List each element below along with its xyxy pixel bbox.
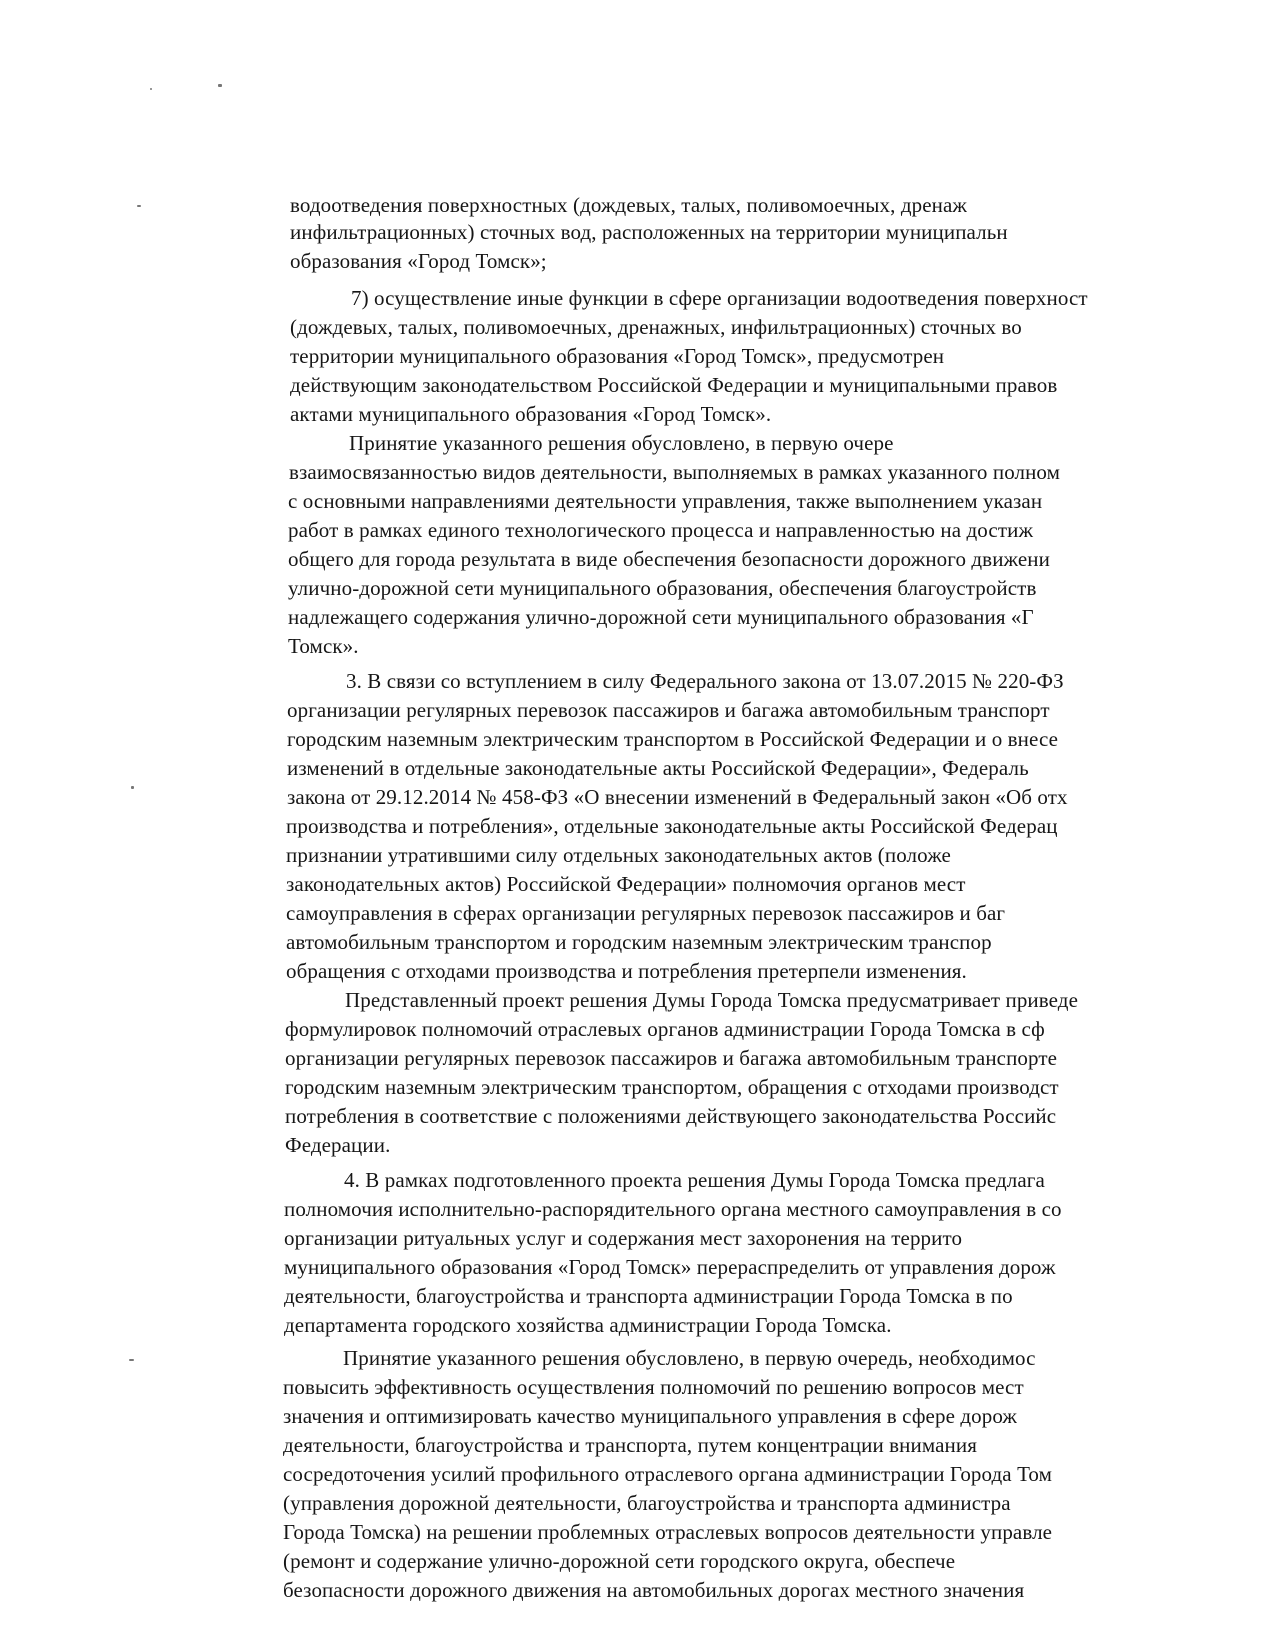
text-line: общего для города результата в виде обеспечения безопасности дорожного движени bbox=[288, 547, 1050, 571]
text-line: деятельности, благоустройства и транспорта, путем концентрации внимания bbox=[283, 1433, 977, 1457]
text-line: повысить эффективность осуществления полномочий по решению вопросов мест bbox=[283, 1375, 1024, 1399]
text-line: (дождевых, талых, поливомоечных, дренажных, инфильтрационных) сточных во bbox=[290, 315, 1022, 339]
text-line: автомобильным транспортом и городским наземным электрическим транспор bbox=[286, 930, 992, 954]
text-line: территории муниципального образования «Город Томск», предусмотрен bbox=[290, 344, 945, 368]
text-line: организации ритуальных услуг и содержания мест захоронения на террито bbox=[284, 1226, 963, 1250]
text-line: Города Томска) на решении проблемных отраслевых вопросов деятельности управле bbox=[283, 1520, 1053, 1544]
text-line: производства и потребления», отдельные законодательные акты Российской Федерац bbox=[286, 814, 1058, 838]
text-line: актами муниципального образования «Город Томск». bbox=[290, 402, 772, 426]
text-line: Представленный проект решения Думы Города Томска предусматривает приведе bbox=[345, 988, 1079, 1012]
text-line: Принятие указанного решения обусловлено, в первую очередь, необходимос bbox=[343, 1346, 1036, 1370]
text-line: инфильтрационных) сточных вод, расположенных на территории муниципальн bbox=[290, 220, 1008, 244]
text-line: 4. В рамках подготовленного проекта решения Думы Города Томска предлага bbox=[344, 1168, 1045, 1192]
text-line: работ в рамках единого технологического процесса и направленностью на достиж bbox=[288, 518, 1034, 542]
text-line: потребления в соответствие с положениями действующего законодательства Российс bbox=[285, 1104, 1057, 1128]
text-line: надлежащего содержания улично-дорожной сети муниципального образования «Г bbox=[288, 605, 1034, 629]
text-line: водоотведения поверхностных (дождевых, талых, поливомоечных, дренаж bbox=[290, 193, 967, 217]
text-line: признании утратившими силу отдельных законодательных актов (положе bbox=[286, 843, 951, 867]
text-line: обращения с отходами производства и потребления претерпели изменения. bbox=[286, 959, 967, 983]
scan-speck bbox=[129, 1359, 134, 1361]
scan-speck bbox=[218, 84, 222, 87]
text-line: департамента городского хозяйства администрации Города Томска. bbox=[284, 1313, 892, 1337]
text-line: сосредоточения усилий профильного отраслевого органа администрации Города Том bbox=[283, 1462, 1053, 1486]
text-line: законодательных актов) Российской Федерации» полномочия органов мест bbox=[286, 872, 966, 896]
text-line: 3. В связи со вступлением в силу Федерального закона от 13.07.2015 № 220-ФЗ bbox=[346, 669, 1064, 693]
text-line: улично-дорожной сети муниципального образования, обеспечения благоустройств bbox=[288, 576, 1037, 600]
scan-speck bbox=[150, 88, 152, 90]
text-line: формулировок полномочий отраслевых органов администрации Города Томска в сф bbox=[285, 1017, 1045, 1041]
text-line: закона от 29.12.2014 № 458-ФЗ «О внесении изменений в Федеральный закон «Об отх bbox=[287, 785, 1068, 809]
text-line: изменений в отдельные законодательные акты Российской Федерации», Федераль bbox=[287, 756, 1029, 780]
scan-speck bbox=[131, 786, 134, 789]
text-line: городским наземным электрическим транспортом в Российской Федерации и о внесе bbox=[287, 727, 1059, 751]
text-line: самоуправления в сферах организации регулярных перевозок пассажиров и баг bbox=[286, 901, 1006, 925]
text-line: организации регулярных перевозок пассажиров и багажа автомобильным транспорт bbox=[287, 698, 1050, 722]
text-line: 7) осуществление иные функции в сфере организации водоотведения поверхност bbox=[351, 286, 1088, 310]
text-line: безопасности дорожного движения на автомобильных дорогах местного значения bbox=[283, 1578, 1025, 1602]
text-line: Принятие указанного решения обусловлено, в первую очере bbox=[349, 431, 894, 455]
text-line: муниципального образования «Город Томск» перераспределить от управления дорож bbox=[284, 1255, 1056, 1279]
text-line: (ремонт и содержание улично-дорожной сети городского округа, обеспече bbox=[283, 1549, 956, 1573]
text-line: организации регулярных перевозок пассажиров и багажа автомобильным транспорте bbox=[285, 1046, 1058, 1070]
text-line: городским наземным электрическим транспортом, обращения с отходами производст bbox=[285, 1075, 1059, 1099]
text-line: с основными направлениями деятельности управления, также выполнением указан bbox=[288, 489, 1043, 513]
text-line: полномочия исполнительно-распорядительного органа местного самоуправления в со bbox=[284, 1197, 1062, 1221]
text-line: образования «Город Томск»; bbox=[290, 249, 547, 273]
scan-speck bbox=[137, 205, 141, 207]
text-line: Томск». bbox=[288, 634, 359, 658]
text-line: (управления дорожной деятельности, благоустройства и транспорта администра bbox=[283, 1491, 1011, 1515]
text-line: Федерации. bbox=[285, 1133, 391, 1157]
text-line: значения и оптимизировать качество муниципального управления в сфере дорож bbox=[283, 1404, 1018, 1428]
text-line: действующим законодательством Российской Федерации и муниципальными правов bbox=[290, 373, 1058, 397]
text-line: взаимосвязанностью видов деятельности, выполняемых в рамках указанного полном bbox=[289, 460, 1061, 484]
text-line: деятельности, благоустройства и транспорта администрации Города Томска в по bbox=[284, 1284, 1013, 1308]
